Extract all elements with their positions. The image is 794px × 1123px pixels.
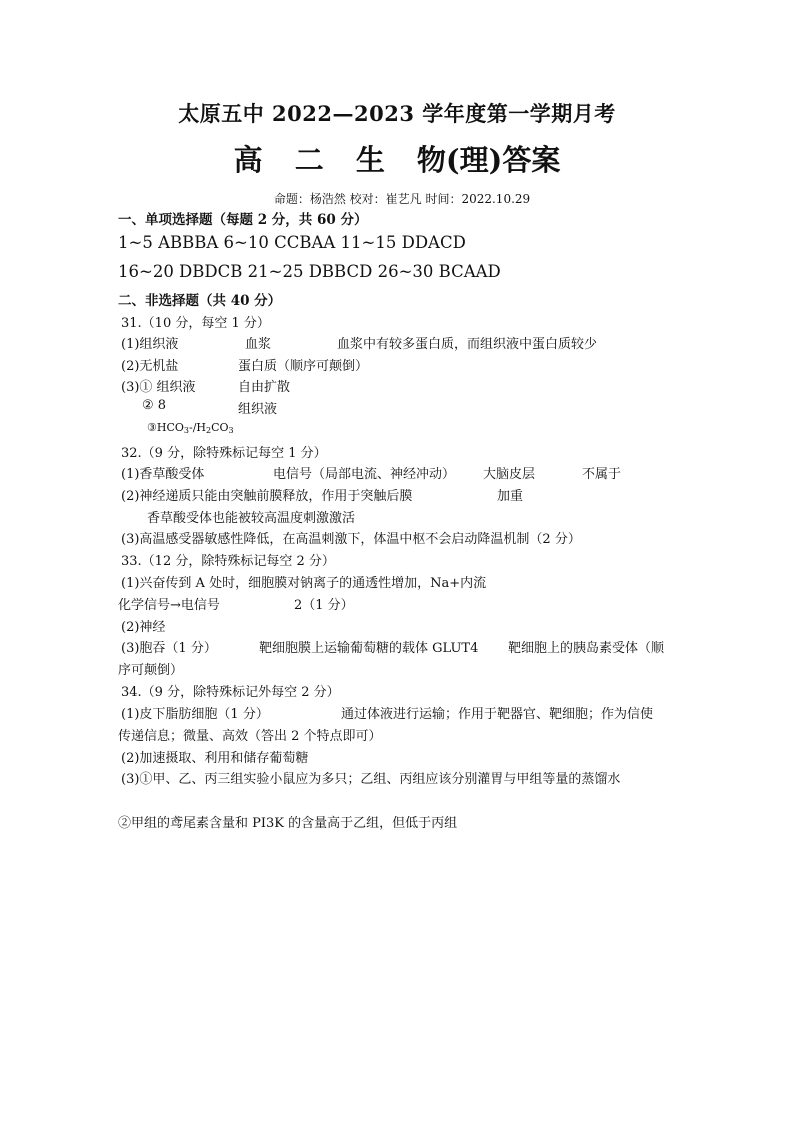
q33-line-5: 序可颠倒）: [118, 663, 184, 678]
q31-line-2: [121, 355, 369, 374]
q32-line-1: [121, 463, 622, 482]
q31-l2a: (2)无机盐: [121, 359, 179, 374]
exam-subtitle: 高 二 生 物(理)答案: [233, 143, 561, 177]
answers-row-2: 16~20 DBDCB 21~25 DBBCD 26~30 BCAAD: [118, 262, 501, 281]
q31-l5-sub: 3: [183, 426, 189, 435]
q32-line-3: 香草酸受体也能被较高温度刺激激活: [147, 511, 356, 526]
q32-l1c: 大脑皮层: [483, 467, 536, 482]
q33-line-1: (1)兴奋传到 A 处时，细胞膜对钠离子的通透性增加，Na+内流: [121, 576, 487, 591]
q31-l5-pre: ③HCO: [147, 421, 184, 434]
q33-heading: 33.（12 分，除特殊标记每空 2 分）: [121, 554, 335, 569]
q32-heading: 32.（9 分，除特殊标记每空 1 分）: [121, 446, 327, 461]
q31-line-3: [121, 376, 291, 395]
q32-l2b: 加重: [497, 489, 524, 504]
section2-heading: 二、非选择题（共 40 分）: [118, 293, 282, 309]
q34-heading: 34.（9 分，除特殊标记外每空 2 分）: [121, 685, 340, 700]
q33-l4b: 靶细胞膜上运输葡萄糖的载体 GLUT4: [259, 641, 479, 656]
q31-line-5: [147, 421, 234, 435]
q31-line-4: [142, 398, 278, 417]
q31-l3a: (3)① 组织液: [121, 380, 196, 395]
q33-l2b: 2（1 分）: [294, 598, 354, 613]
q31-l3b: 自由扩散: [238, 380, 291, 395]
q34-l1b: 通过体液进行运输；作用于靶器官、靶细胞；作为信使: [341, 707, 654, 722]
q31-l5-post: CO: [211, 421, 229, 434]
q31-heading: 31.（10 分，每空 1 分）: [121, 316, 270, 331]
q34-line-3: (2)加速摄取、利用和储存葡萄糖: [121, 751, 309, 766]
q31-line-1: [121, 333, 598, 352]
q33-line-3: (2)神经: [121, 620, 166, 635]
q32-l1a: (1)香草酸受体: [121, 467, 205, 482]
q33-line-2: [118, 594, 354, 613]
q31-l5-sub3: 3: [228, 426, 234, 435]
q33-line-4: [121, 637, 665, 656]
q34-l1a: (1)皮下脂肪细胞（1 分）: [121, 707, 269, 722]
q34-line-1: [121, 703, 654, 722]
q32-l1d: 不属于: [582, 467, 622, 482]
q34-line-5: ②甲组的鸢尾素含量和 PI3K 的含量高于乙组，但低于丙组: [118, 816, 458, 831]
q31-l4a: ② 8: [142, 398, 167, 413]
q33-l4c: 靶细胞上的胰岛素受体（顺: [508, 641, 665, 656]
exam-meta: 命题：杨浩然 校对：崔艺凡 时间：2022.10.29: [273, 192, 531, 206]
q32-line-2: [121, 485, 524, 504]
q34-line-2: 传递信息；微量、高效（答出 2 个特点即可）: [118, 729, 382, 744]
q32-l2a: (2)神经递质只能由突触前膜释放，作用于突触后膜: [121, 489, 413, 504]
q32-line-4: (3)高温感受器敏感性降低，在高温刺激下，体温中枢不会启动降温机制（2 分）: [121, 532, 581, 547]
q31-l4b: 组织液: [238, 402, 278, 417]
section1-heading: 一、单项选择题（每题 2 分，共 60 分）: [118, 212, 368, 228]
q31-l1c: 血浆中有较多蛋白质，而组织液中蛋白质较少: [337, 337, 598, 352]
q34-line-4: (3)①甲、乙、丙三组实验小鼠应为多只；乙组、丙组应该分别灌胃与甲组等量的蒸馏水: [121, 772, 621, 787]
q32-l1b: 电信号（局部电流、神经冲动）: [273, 467, 456, 482]
q31-l1b: 血浆: [245, 337, 272, 352]
q31-l1a: (1)组织液: [121, 337, 179, 352]
q33-l4a: (3)胞吞（1 分）: [121, 641, 217, 656]
q31-l5-mid: -/H: [188, 421, 206, 434]
answers-row-1: 1~5 ABBBA 6~10 CCBAA 11~15 DDACD: [118, 233, 466, 252]
q31-l5-sub2: 2: [206, 426, 212, 435]
q31-l2b: 蛋白质（顺序可颠倒）: [238, 359, 369, 374]
exam-title: 太原五中 2022—2023 学年度第一学期月考: [178, 101, 616, 126]
q33-l2a: 化学信号→电信号: [118, 598, 220, 613]
